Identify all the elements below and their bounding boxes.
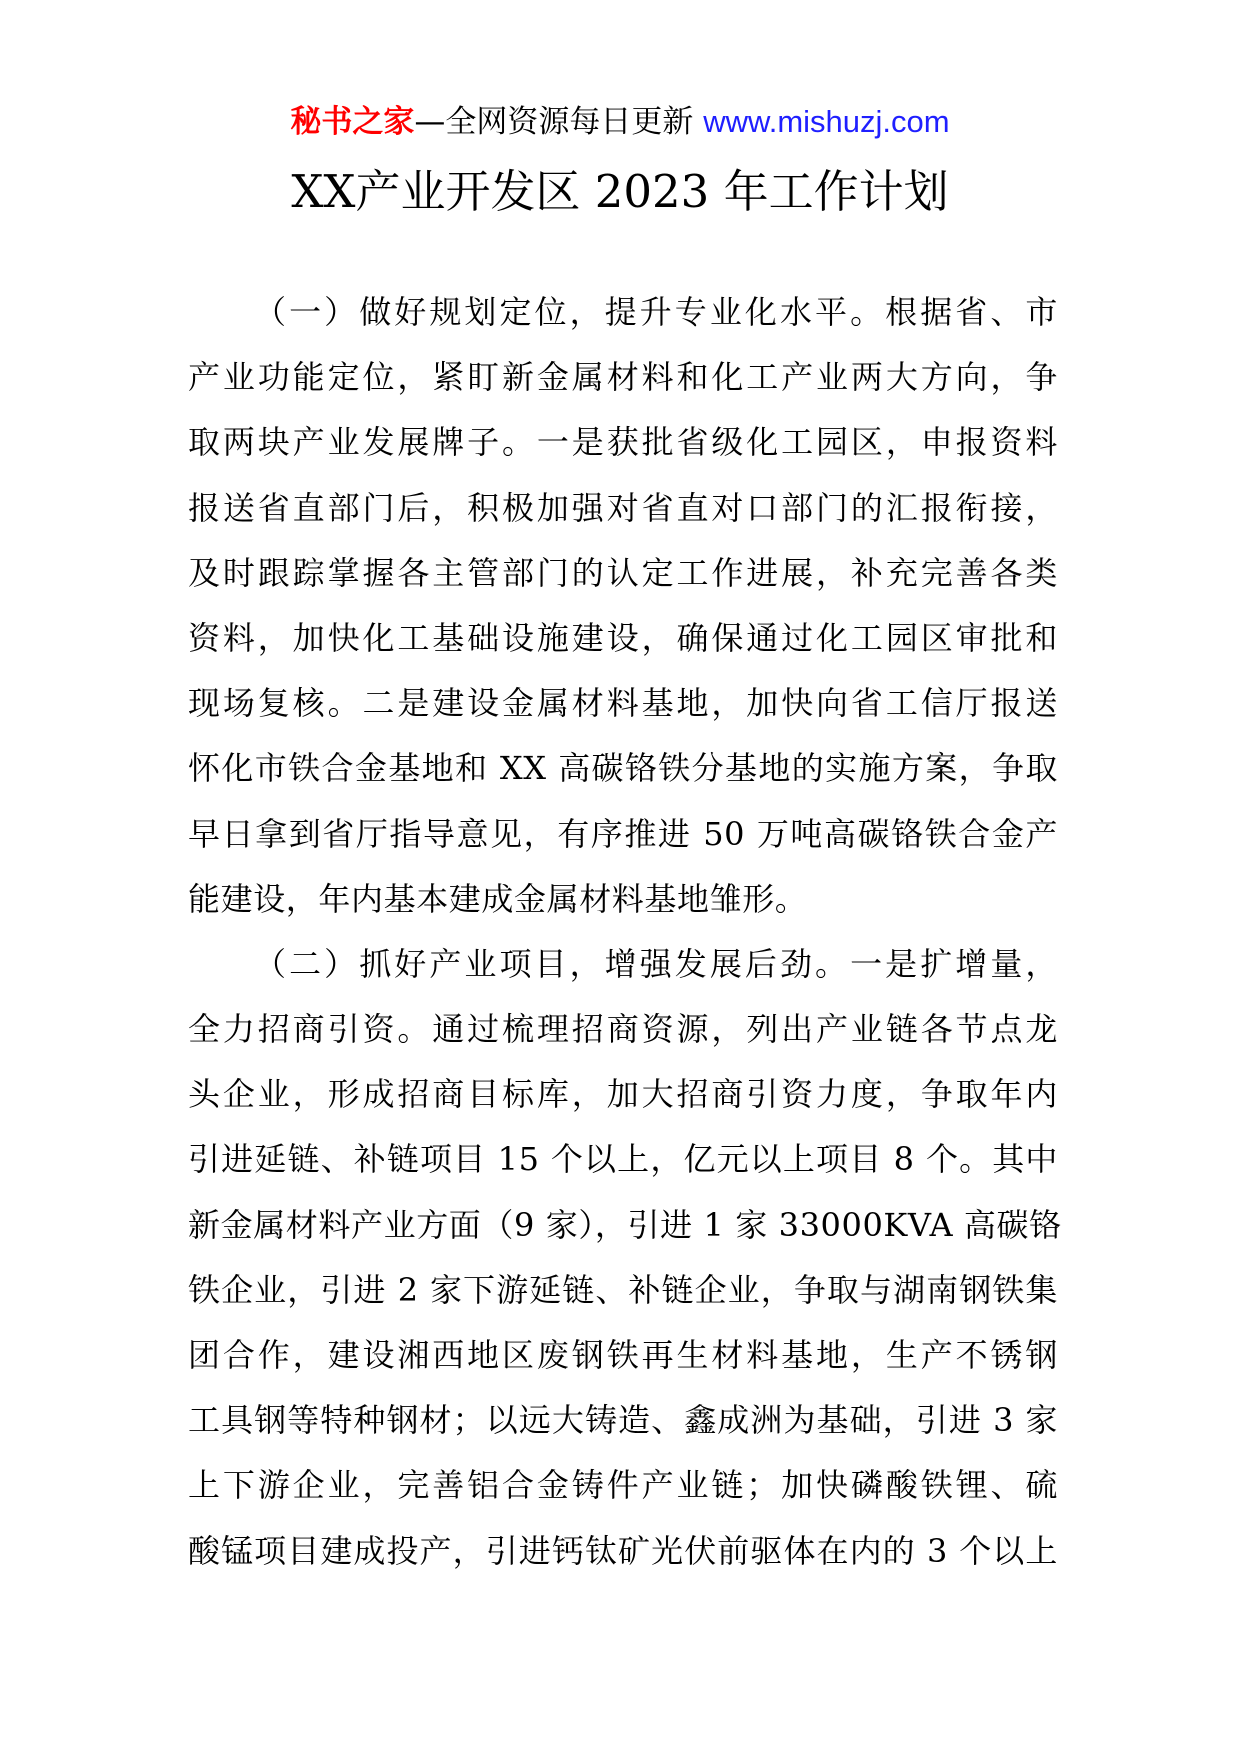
text-line: 头企业，形成招商目标库，加大招商引资力度，争取年内 — [188, 1075, 1058, 1114]
text-line: 能建设，年内基本建成金属材料基地雏形。 — [188, 879, 808, 918]
text-line: 产业功能定位，紧盯新金属材料和化工产业两大方向，争 — [188, 358, 1058, 397]
text-line: 全力招商引资。通过梳理招商资源，列出产业链各节点龙 — [188, 1010, 1058, 1049]
text-line: 现场复核。二是建设金属材料基地，加快向省工信厅报送 — [188, 684, 1058, 723]
text-line: 早日拿到省厅指导意见，有序推进 50 万吨高碳铬铁合金产 — [188, 814, 1058, 853]
text-line: 资料，加快化工基础设施建设，确保通过化工园区审批和 — [188, 618, 1058, 657]
text-line: 团合作，建设湘西地区废钢铁再生材料基地，生产不锈钢 — [188, 1336, 1058, 1374]
text-line: 铁企业，引进 2 家下游延链、补链企业，争取与湖南钢铁集 — [188, 1270, 1058, 1309]
text-line: 新金属材料产业方面（9 家），引进 1 家 33000KVA 高碳铬 — [188, 1205, 1062, 1244]
header-tagline: —全网资源每日更新 — [414, 104, 704, 140]
text-line: 怀化市铁合金基地和 XX 高碳铬铁分基地的实施方案，争取 — [188, 749, 1058, 788]
text-line: 及时跟踪掌握各主管部门的认定工作进展，补充完善各类 — [188, 553, 1058, 592]
text-line: （一）做好规划定位，提升专业化水平。根据省、市 — [254, 293, 1058, 331]
document-body — [188, 292, 1062, 1596]
text-line: 工具钢等特种钢材；以远大铸造、鑫成洲为基础，引进 3 家 — [188, 1401, 1058, 1440]
text-line: 报送省直部门后，积极加强对省直对口部门的汇报衔接， — [188, 488, 1058, 527]
website-link[interactable]: www.mishuzj.com — [703, 104, 950, 139]
site-header — [0, 102, 1240, 142]
text-line: 引进延链、补链项目 15 个以上，亿元以上项目 8 个。其中 — [188, 1140, 1058, 1179]
text-line: 上下游企业，完善铝合金铸件产业链；加快磷酸铁锂、硫 — [188, 1466, 1058, 1505]
text-line: （二）抓好产业项目，增强发展后劲。一是扩增量， — [254, 944, 1058, 983]
document-title: XX产业开发区 2023 年工作计划 — [291, 165, 949, 218]
brand-name: 秘书之家 — [290, 104, 415, 140]
text-line: 酸锰项目建成投产，引进钙钛矿光伏前驱体在内的 3 个以上 — [188, 1531, 1058, 1570]
text-line: 取两块产业发展牌子。一是获批省级化工园区，申报资料 — [188, 423, 1058, 462]
